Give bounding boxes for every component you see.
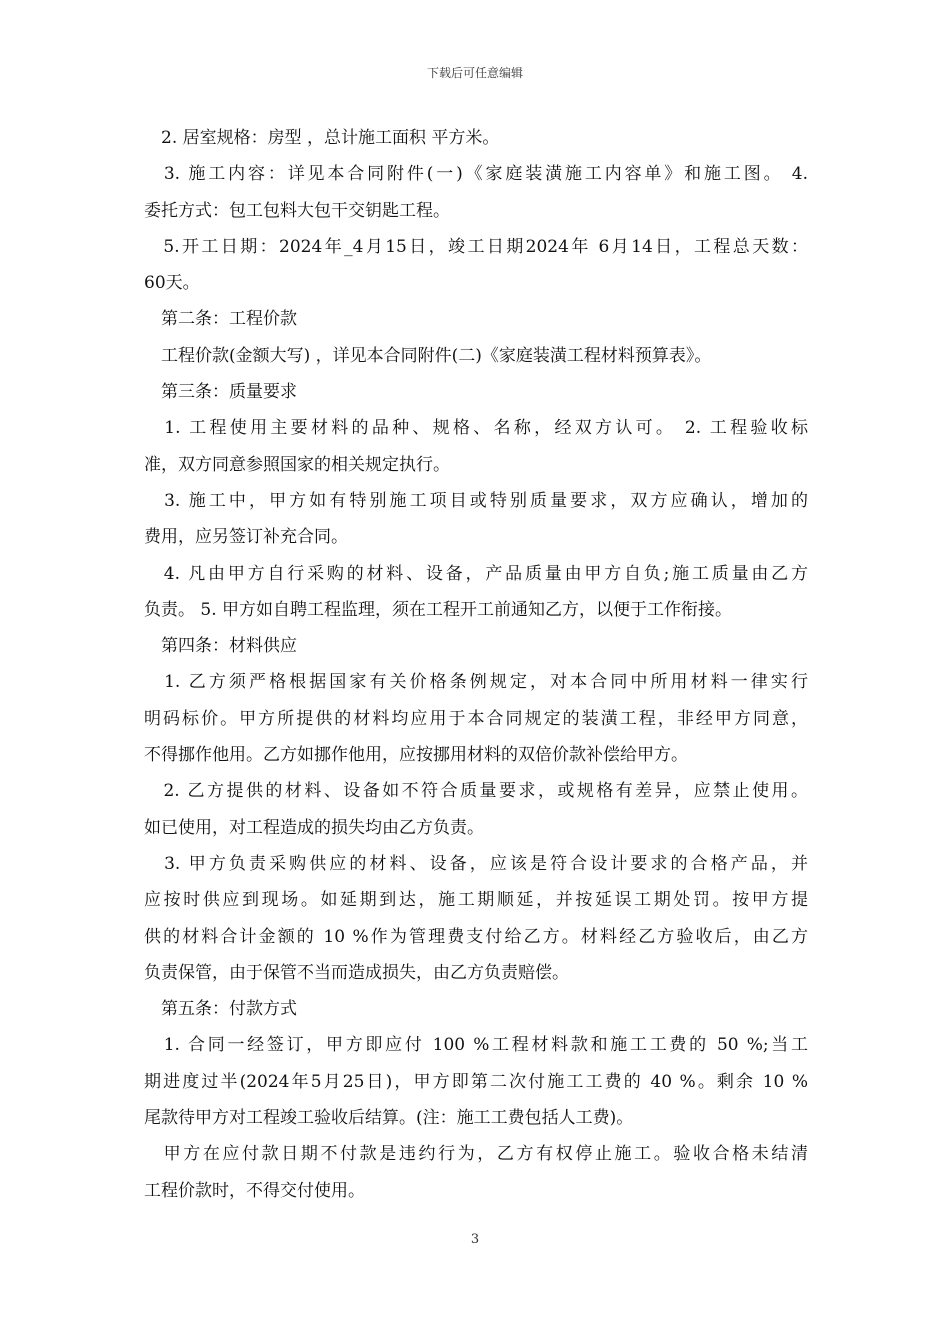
text-line: 60天。 <box>144 273 200 294</box>
text-line: 负责保管，由于保管不当而造成损失，由乙方负责赔偿。 <box>144 962 569 983</box>
document-body <box>144 120 808 1209</box>
text-line: 准，双方同意参照国家的相关规定执行。 <box>144 454 450 475</box>
text-line: 如已使用，对工程造成的损失均由乙方负责。 <box>144 817 484 838</box>
text-line: 供的材料合计金额的 10 %作为管理费支付给乙方。材料经乙方验收后，由乙方 <box>144 926 808 947</box>
text-line: 3. 施工中，甲方如有特别施工项目或特别质量要求，双方应确认，增加的 <box>144 490 808 511</box>
text-line: 费用，应另签订补充合同。 <box>144 527 348 548</box>
text-line: 5.开工日期：2024年_4月15日，竣工日期2024年 6月14日，工程总天数： <box>144 236 808 257</box>
text-line: 甲方在应付款日期不付款是违约行为，乙方有权停止施工。验收合格未结清 <box>144 1144 808 1165</box>
text-line: 负责。 5. 甲方如自聘工程监理，须在工程开工前通知乙方，以便于工作衔接。 <box>144 599 733 620</box>
page-number: 3 <box>470 1232 480 1247</box>
text-line: 1. 合同一经签订，甲方即应付 100 %工程材料款和施工工费的 50 %;当工 <box>144 1035 808 1056</box>
page-header: 下载后可任意编辑 <box>426 66 523 80</box>
text-line: 第二条：工程价款 <box>144 309 297 330</box>
text-line: 尾款待甲方对工程竣工验收后结算。(注：施工工费包括人工费)。 <box>144 1108 634 1129</box>
text-line: 工程价款(金额大写) ，详见本合同附件(二)《家庭装潢工程材料预算表》。 <box>144 345 712 366</box>
text-line: 不得挪作他用。乙方如挪作他用，应按挪用材料的双倍价款补偿给甲方。 <box>144 745 688 766</box>
text-line: 第四条：材料供应 <box>144 636 297 657</box>
text-line: 3. 施工内容：详见本合同附件(一)《家庭装潢施工内容单》和施工图。 4. <box>144 164 808 185</box>
text-line: 第三条：质量要求 <box>144 382 297 403</box>
text-line: 4. 凡由甲方自行采购的材料、设备，产品质量由甲方自负;施工质量由乙方 <box>144 563 808 584</box>
text-line: 明码标价。甲方所提供的材料均应用于本合同规定的装潢工程，非经甲方同意， <box>144 708 808 729</box>
text-line: 2. 乙方提供的材料、设备如不符合质量要求，或规格有差异，应禁止使用。 <box>144 781 808 802</box>
text-line: 3. 甲方负责采购供应的材料、设备，应该是符合设计要求的合格产品，并 <box>144 853 808 874</box>
text-line: 1. 工程使用主要材料的品种、规格、名称，经双方认可。 2. 工程验收标 <box>144 418 808 439</box>
text-line: 2. 居室规格：房型 ，总计施工面积 平方米。 <box>144 128 500 148</box>
text-line: 应按时供应到现场。如延期到达，施工期顺延，并按延误工期处罚。按甲方提 <box>144 890 808 911</box>
text-line: 期进度过半(2024年5月25日)，甲方即第二次付施工工费的 40 %。剩余 10 % <box>144 1071 808 1092</box>
text-line: 1. 乙方须严格根据国家有关价格条例规定，对本合同中所用材料一律实行 <box>144 672 808 693</box>
text-line: 工程价款时，不得交付使用。 <box>144 1180 365 1201</box>
text-line: 委托方式：包工包料大包干交钥匙工程。 <box>144 200 450 221</box>
text-line: 第五条：付款方式 <box>144 999 297 1020</box>
